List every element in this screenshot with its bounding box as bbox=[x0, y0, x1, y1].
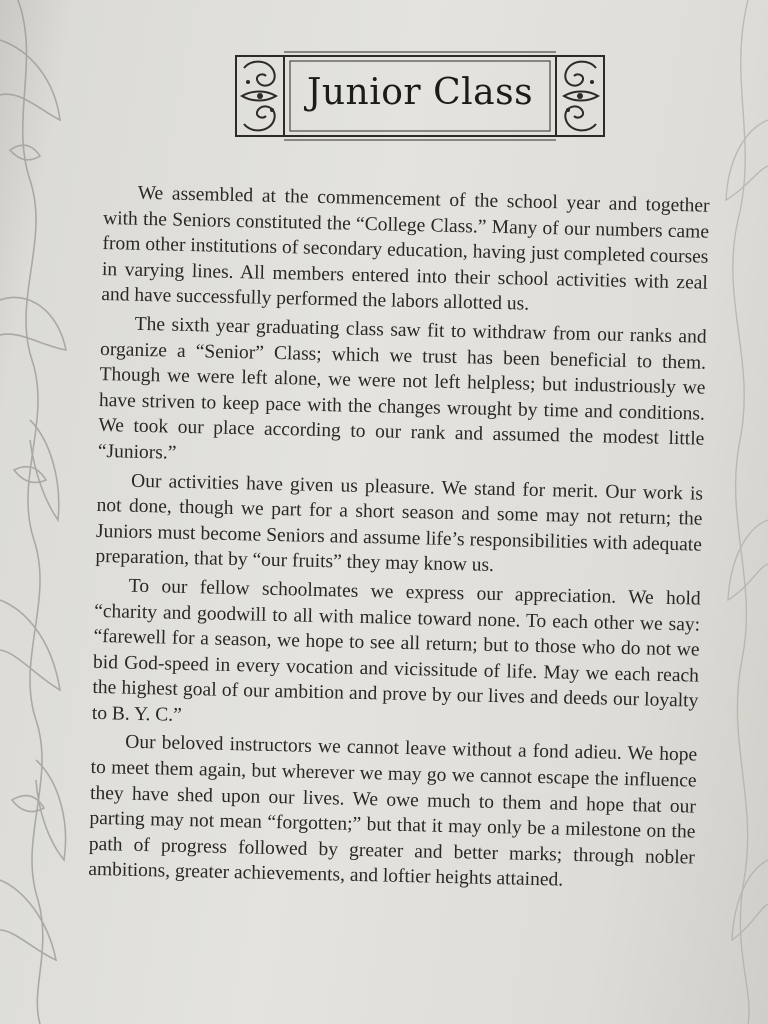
title-cartouche bbox=[234, 48, 606, 144]
floral-border-right bbox=[698, 0, 768, 1024]
paragraph-1: We assembled at the commencement of the school year and together with the Seniors constituted the “College Class.” Many of our numbers came from other institutions of secondary education, having just completed courses in varying lines. All members entered into their school activities with zeal and have successfully performed the labors allotted us. bbox=[101, 182, 710, 316]
page-title: Junior Class bbox=[306, 72, 534, 113]
paragraph-4: To our fellow schoolmates we express our appreciation. We hold “charity and goodwill to all with malice toward none. To each other we say: “farewell for a season, we hope to see all return; but to those who do not we bid God-speed in every vocation and vicissitude of life. May we each reach the highest goal of our ambition and prove by our lives and deeds our loyalty to B. Y. C.” bbox=[91, 575, 701, 726]
floral-border-left bbox=[0, 0, 80, 1024]
body-text bbox=[88, 180, 710, 900]
paragraph-3: Our activities have given us pleasure. We stand for merit. Our work is not done, though we part for a short season and some may not return; the Juniors must become Seniors and assume life’s responsibilities with adequate preparation, that by “our fruits” they may know us. bbox=[95, 470, 704, 577]
paragraph-2: The sixth year graduating class saw fit to withdraw from our ranks and organize a “Senior” Class; which we trust has been beneficial to them. Though we were left alone, we were not left helpless; but industriously we have striven to keep pace with the changes wrought by time and conditions. We took our place according to our rank and assumed the modest little “Juniors.” bbox=[97, 313, 707, 464]
paragraph-5: Our beloved instructors we cannot leave without a fond adieu. We hope to meet them again, but wherever we may go we cannot escape the influence they have shed upon our lives. We owe much to them and hope that our parting may not mean “forgotten;” but that it may only be a milestone on the path of progress followed by greater and better marks; through nobler ambitions, greater achievements, and loftier heights attained. bbox=[88, 732, 698, 892]
